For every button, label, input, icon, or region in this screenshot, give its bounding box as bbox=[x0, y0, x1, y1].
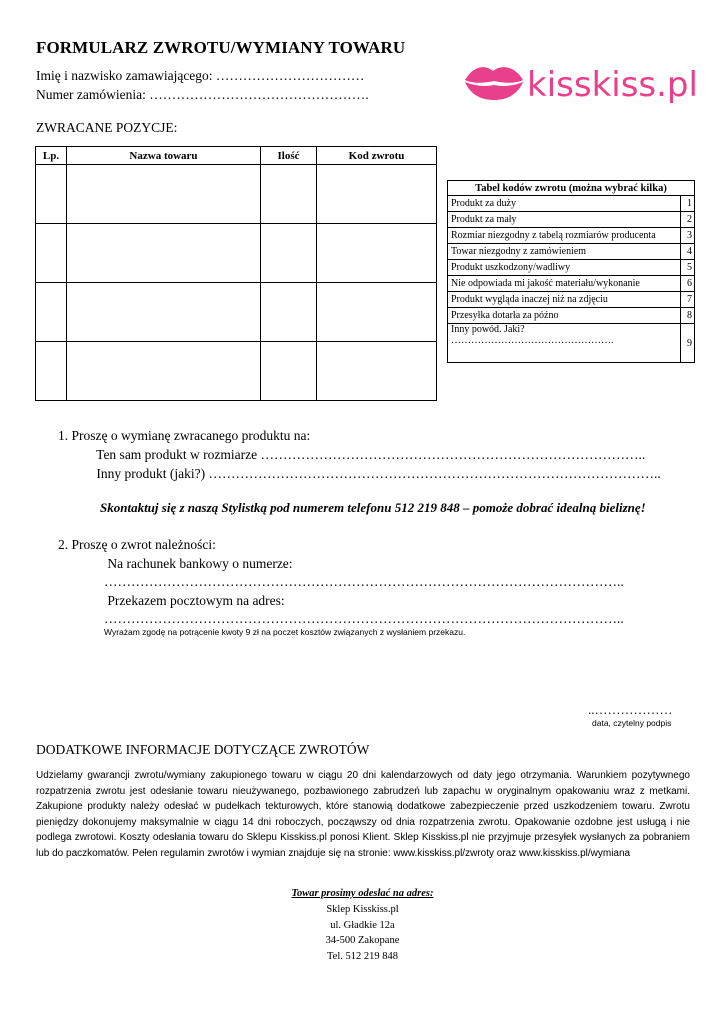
table-row bbox=[36, 165, 437, 224]
cell[interactable] bbox=[261, 342, 317, 401]
address-line: Tel. 512 219 848 bbox=[326, 951, 398, 963]
exchange-other-label: Inny produkt (jaki?) ……………………………………………………………………………………….. bbox=[96, 466, 661, 481]
code-number: 8 bbox=[681, 308, 695, 324]
cell[interactable] bbox=[317, 283, 437, 342]
table-row bbox=[448, 212, 695, 228]
code-label: Przesyłka dotarła za późno bbox=[448, 308, 681, 324]
refund-bank-label: Na rachunek bankowy o numerze: bbox=[107, 556, 293, 571]
code-number: 4 bbox=[681, 244, 695, 260]
stylist-note: Skontaktuj się z naszą Stylistką pod numerem telefonu 512 219 848 – pomoże dobrać idealną bieliznę! bbox=[100, 500, 646, 515]
cell[interactable] bbox=[36, 342, 67, 401]
returned-items-label: ZWRACANE POZYCJE: bbox=[36, 120, 178, 135]
cell[interactable] bbox=[36, 283, 67, 342]
codes-table-heading: Tabel kodów zwrotu (można wybrać kilka) bbox=[448, 181, 695, 196]
code-number: 3 bbox=[681, 228, 695, 244]
col-product-name: Nazwa towaru bbox=[67, 147, 261, 165]
table-row bbox=[448, 228, 695, 244]
col-return-code: Kod zwrotu bbox=[317, 147, 437, 165]
cell[interactable] bbox=[261, 165, 317, 224]
other-reason-dots[interactable]: …………………………………………. bbox=[451, 335, 614, 346]
order-number-field[interactable]: Numer zamówienia: …………………………………………. bbox=[36, 87, 369, 102]
cell[interactable] bbox=[36, 224, 67, 283]
cell[interactable] bbox=[261, 224, 317, 283]
bank-account-field[interactable]: …………………………………………………………………………………………………….. bbox=[104, 574, 624, 589]
table-row bbox=[448, 196, 695, 212]
code-number: 6 bbox=[681, 276, 695, 292]
signature-label: data, czytelny podpis bbox=[592, 718, 672, 728]
code-number: 9 bbox=[681, 324, 695, 363]
exchange-other-option[interactable] bbox=[80, 466, 661, 482]
code-label: Produkt uszkodzony/wadliwy bbox=[448, 260, 681, 276]
cell[interactable] bbox=[36, 165, 67, 224]
cell[interactable] bbox=[317, 165, 437, 224]
code-label: Produkt za duży bbox=[448, 196, 681, 212]
refund-question: 2. Proszę o zwrot należności: bbox=[58, 537, 216, 552]
postal-address-field[interactable]: …………………………………………………………………………………………………….. bbox=[104, 611, 624, 626]
address-line: 34-500 Zakopane bbox=[325, 935, 400, 947]
cell[interactable] bbox=[317, 342, 437, 401]
table-row bbox=[448, 244, 695, 260]
col-quantity: Ilość bbox=[261, 147, 317, 165]
cell[interactable] bbox=[261, 283, 317, 342]
exchange-same-label: Ten sam produkt w rozmiarze ………………………………………………………………………….. bbox=[96, 447, 646, 462]
table-row bbox=[448, 276, 695, 292]
cell[interactable] bbox=[317, 224, 437, 283]
consent-note: Wyrażam zgodę na potrącenie kwoty 9 zł na poczet kosztów związanych z wysłaniem przekazu. bbox=[104, 627, 466, 637]
table-row bbox=[448, 292, 695, 308]
exchange-question: 1. Proszę o wymianę zwracanego produktu na: bbox=[58, 428, 311, 443]
table-row bbox=[448, 308, 695, 324]
address-heading: Towar prosimy odesłać na adres: bbox=[291, 888, 434, 899]
table-row bbox=[448, 324, 695, 363]
info-heading: DODATKOWE INFORMACJE DOTYCZĄCE ZWROTÓW bbox=[36, 742, 370, 757]
code-label: Nie odpowiada mi jakość materiału/wykonanie bbox=[448, 276, 681, 292]
table-row bbox=[36, 224, 437, 283]
return-address-block bbox=[200, 886, 525, 965]
code-label: Produkt wygląda inaczej niż na zdjęciu bbox=[448, 292, 681, 308]
code-number: 5 bbox=[681, 260, 695, 276]
cell[interactable] bbox=[67, 342, 261, 401]
code-label: Rozmiar niezgodny z tabelą rozmiarów producenta bbox=[448, 228, 681, 244]
return-codes-table bbox=[447, 180, 695, 363]
cell[interactable] bbox=[67, 165, 261, 224]
col-lp: Lp. bbox=[36, 147, 67, 165]
code-label: Towar niezgodny z zamówieniem bbox=[448, 244, 681, 260]
code-label: Produkt za mały bbox=[448, 212, 681, 228]
code-number: 7 bbox=[681, 292, 695, 308]
exchange-same-option[interactable] bbox=[80, 447, 645, 463]
lips-icon bbox=[465, 67, 523, 100]
code-label-other[interactable] bbox=[448, 324, 681, 363]
info-body: Udzielamy gwarancji zwrotu/wymiany zakupionego towaru w ciągu 20 dni kalendarzowych od daty jego otrzymania. Warunkiem pozytywnego rozpatrzenia zwrotu jest odesłanie towaru nieużywanego, pozbawionego zabrudzeń lub zapachu w oryginalnym opakowaniu wraz z metkami. Zakupione produkty należy odesłać w pudełkach tekturowych, które stanowią dodatkowe zabezpieczenie przed uszkodzeniem towaru. Zwrotu pieniędzy dokonujemy maksymalnie w ciągu 14 dni roboczych, począwszy od dnia rozpatrzenia zwrotu. Opakowanie ozdobne jest usługą i nie podlega zwrotowi. Koszty odesłania towaru do Sklepu Kisskiss.pl ponosi Klient. Sklep Kisskiss.pl nie przyjmuje przesyłek wysłanych za pobraniem lub do paczkomatów. Pełen regulamin zwrotów i wymian znajduje się na stronie: www.kisskiss.pl/zwroty oraz www.kisskiss.pl/wymiana bbox=[36, 770, 690, 859]
refund-postal-option[interactable] bbox=[80, 593, 285, 609]
kisskiss-logo bbox=[463, 52, 698, 113]
signature-field[interactable]: ..……………… bbox=[588, 702, 673, 717]
code-number: 1 bbox=[681, 196, 695, 212]
refund-postal-label: Przekazem pocztowym na adres: bbox=[107, 593, 285, 608]
address-line: ul. Gładkie 12a bbox=[330, 919, 395, 931]
cell[interactable] bbox=[67, 224, 261, 283]
logo-wordmark: kisskiss.pl bbox=[527, 65, 698, 105]
returned-items-table bbox=[35, 146, 437, 401]
code-number: 2 bbox=[681, 212, 695, 228]
other-reason-label: Inny powód. Jaki? bbox=[451, 324, 525, 335]
address-line: Sklep Kisskiss.pl bbox=[326, 903, 399, 915]
table-row bbox=[448, 260, 695, 276]
table-row bbox=[36, 342, 437, 401]
table-row bbox=[36, 283, 437, 342]
customer-name-field[interactable]: Imię i nazwisko zamawiającego: …………………………… bbox=[36, 68, 365, 83]
refund-bank-option[interactable] bbox=[80, 556, 293, 572]
cell[interactable] bbox=[67, 283, 261, 342]
form-title: FORMULARZ ZWROTU/WYMIANY TOWARU bbox=[36, 38, 406, 57]
